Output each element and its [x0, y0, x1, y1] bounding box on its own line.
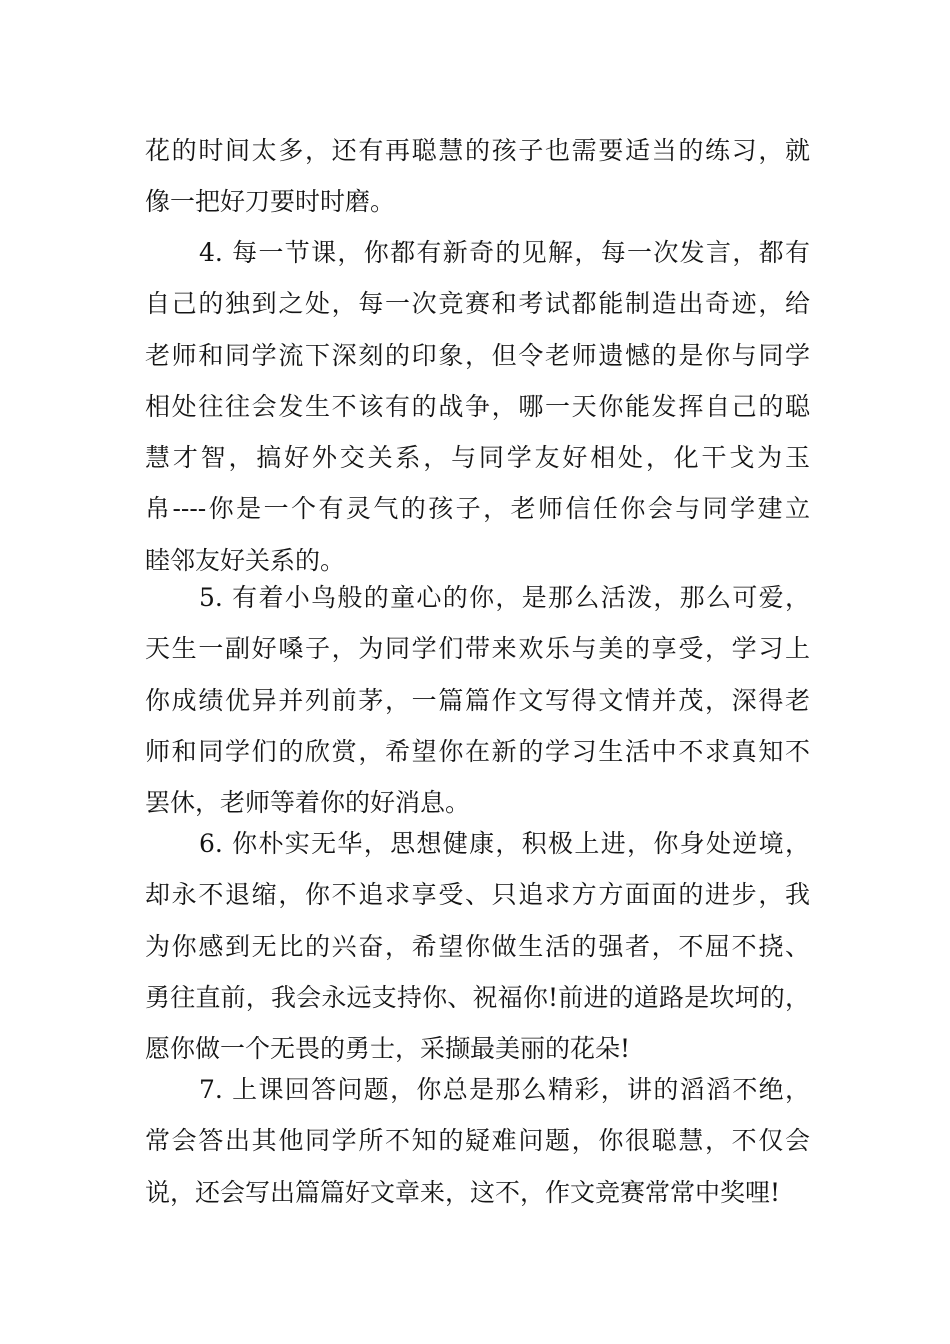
text-line: 师和同学们的欣赏，希望你在新的学习生活中不求真知不 — [145, 736, 810, 766]
text-line: 睦邻友好关系的。 — [145, 545, 346, 575]
text-line: 为你感到无比的兴奋，希望你做生活的强者，不屈不挠、 — [145, 931, 810, 961]
text-line: 却永不退缩，你不追求享受、只追求方方面面的进步，我 — [145, 880, 810, 910]
text-line: 勇往直前，我会永远支持你、祝福你!前进的道路是坎坷的， — [145, 982, 810, 1012]
text-line: 7. 上课回答问题，你总是那么精彩，讲的滔滔不绝， — [199, 1075, 810, 1104]
paragraph-item-6 — [145, 818, 810, 1074]
text-line: 愿你做一个无畏的勇士，采撷最美丽的花朵! — [145, 1034, 631, 1064]
text-line: 自己的独到之处，每一次竞赛和考试都能制造出奇迹，给 — [145, 289, 810, 319]
text-line: 帛----你是一个有灵气的孩子，老师信任你会与同学建立 — [145, 494, 810, 524]
text-line: 慧才智，搞好外交关系，与同学友好相处，化干戈为玉 — [145, 443, 810, 473]
text-line: 5. 有着小鸟般的童心的你，是那么活泼，那么可爱， — [199, 583, 810, 612]
paragraph-item-4 — [145, 227, 810, 586]
text-line: 说，还会写出篇篇好文章来，这不，作文竞赛常常中奖哩! — [145, 1177, 781, 1207]
text-line: 天生一副好嗓子，为同学们带来欢乐与美的享受，学习上 — [145, 634, 810, 664]
text-line: 像一把好刀要时时磨。 — [145, 187, 396, 217]
text-line: 花的时间太多，还有再聪慧的孩子也需要适当的练习，就 — [145, 136, 810, 165]
text-line: 相处往往会发生不该有的战争，哪一天你能发挥自己的聪 — [145, 391, 810, 421]
text-line: 4. 每一节课，你都有新奇的见解，每一次发言，都有 — [199, 238, 810, 267]
paragraph-item-7 — [145, 1064, 810, 1218]
text-line: 6. 你朴实无华，思想健康，积极上进，你身处逆境， — [199, 829, 810, 858]
paragraph-item-5 — [145, 572, 810, 828]
text-line: 你成绩优异并列前茅，一篇篇作文写得文情并茂，深得老 — [145, 685, 810, 715]
text-line: 常会答出其他同学所不知的疑难问题，你很聪慧，不仅会 — [145, 1126, 810, 1156]
text-line: 罢休，老师等着你的好消息。 — [145, 788, 471, 818]
paragraph-continuation — [145, 125, 810, 228]
text-line: 老师和同学流下深刻的印象，但令老师遗憾的是你与同学 — [145, 340, 810, 370]
